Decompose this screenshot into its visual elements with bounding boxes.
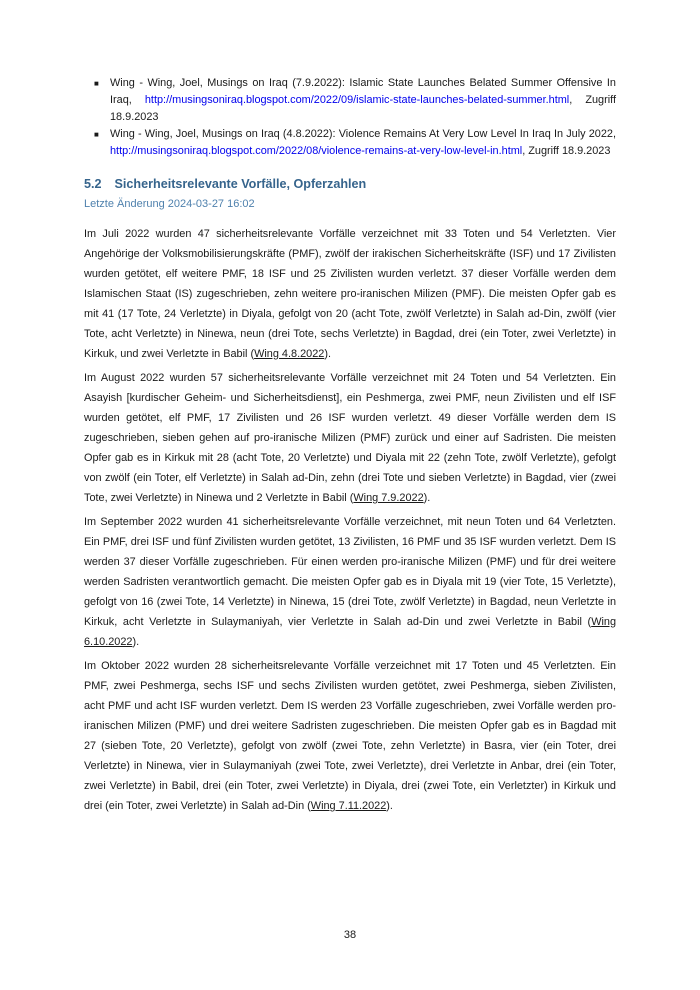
source-reference-link[interactable]: Wing 6.10.2022	[84, 616, 616, 648]
text-run: , Zugriff 18.9.2023	[522, 145, 611, 157]
section-heading	[84, 176, 616, 193]
source-reference-link[interactable]: Wing 7.11.2022	[310, 800, 387, 812]
text-run: Im Juli 2022 wurden 47 sicherheitsrelevante Vorfälle verzeichnet mit 33 Toten und 54 Verletzten. Vier Angehörige der Volksmobilisierungskräfte (PMF), zwölf der irakischen Sicherheitskräfte (ISF) und 17 Zivilisten wurden getötet, elf weitere PMF, 18 ISF und 25 Zivilisten wurden verletzt. 37 dieser Vorfälle werden dem Islamischen Staat (IS) zugeschrieben, zehn weitere pro-iranischen Milizen (PMF). Die meisten Opfer gab es mit 41 (17 Tote, 24 Verletzte) in Diyala, gefolgt von 20 (acht Tote, zwölf Verletzte) in Salah ad-Din, zwölf (vier Tote, acht Verletzte) in Ninewa, neun (drei Tote, sechs Verletzte) in Bagdad, drei (ein Toter, zwei Verletzte) in Kirkuk, und zwei Verletzte in Babil (	[84, 228, 616, 360]
page-content	[84, 75, 616, 820]
text-run: ).	[423, 492, 431, 504]
text-run: Wing - Wing, Joel, Musings on Iraq (7.9.2022): Islamic State Launches Belated Summer Offensive In Iraq,	[110, 77, 616, 106]
section-title: Sicherheitsrelevante Vorfälle, Opferzahlen	[114, 177, 367, 191]
external-url-link[interactable]: http://musingsoniraq.blogspot.com/2022/08/violence-remains-at-very-low-level-in.html	[110, 145, 523, 157]
text-run: ).	[324, 348, 331, 360]
reference-list	[84, 75, 616, 160]
bullet-icon: ■	[94, 130, 99, 139]
paragraph-october-2022	[84, 656, 616, 816]
text-run: Im Oktober 2022 wurden 28 sicherheitsrelevante Vorfälle verzeichnet mit 17 Toten und 45 Verletzten. Ein PMF, zwei Peshmerga, sechs ISF und sechs Zivilisten wurden getötet, zwei Peshmerga, sieben Zivilisten, acht PMF und acht ISF wurden verletzt. Dem IS werden 23 Vorfälle zugeschrieben, zwei Vorfälle werden pro-iranischen Milizen (PMF) und drei weitere Sadristen zugeschrieben. Die meisten Opfer gab es in Bagdad mit 27 (sieben Tote, 20 Verletzte), gefolgt von zwölf (zwei Tote, zehn Verletzte) in Basra, vier (ein Toter, drei Verletzte) in Ninewa, vier in Sulaymaniyah (zwei Tote, zwei Verletzte), drei Verletzte in Anbar, drei (ein Toter, zwei Verletzte) in Babil, drei (ein Toter, zwei Verletzte) in Diyala, drei (zwei Tote, ein Verletzter) in Kirkuk und drei (ein Toter, zwei Verletzte) in Salah ad-Din (	[84, 660, 616, 812]
paragraph-august-2022	[84, 368, 616, 508]
source-reference-link[interactable]: Wing 4.8.2022	[254, 348, 325, 360]
section-number: 5.2	[84, 177, 102, 191]
text-run: ).	[386, 800, 393, 812]
paragraph-september-2022	[84, 512, 616, 652]
bullet-icon: ■	[94, 79, 99, 88]
page-number: 38	[343, 929, 357, 941]
text-run: , Zugriff 18.9.2023	[110, 94, 616, 123]
body-paragraphs	[84, 224, 616, 816]
source-reference-link[interactable]: Wing 7.9.2022	[353, 492, 424, 504]
reference-text	[110, 126, 616, 160]
reference-item	[94, 126, 616, 160]
reference-text	[110, 75, 616, 126]
text-run: Wing - Wing, Joel, Musings on Iraq (4.8.2022): Violence Remains At Very Low Level In Iraq In July 2022,	[110, 128, 616, 140]
text-run: Im August 2022 wurden 57 sicherheitsrelevante Vorfälle verzeichnet mit 24 Toten und 54 Verletzten. Ein Asayish [kurdischer Geheim- und Sicherheitsdienst], ein Peshmerga, zwei PMF, neun Zivilisten und elf ISF wurden getötet, elf PMF, 17 Zivilisten und 26 ISF wurden verletzt. 49 dieser Vorfälle werden dem IS zugeschrieben, sieben gehen auf pro-iranische Milizen (PMF) zurück und einer auf Sadristen. Die meisten Opfer gab es in Kirkuk mit 28 (acht Tote, 20 Verletzte) und Diyala mit 22 (zehn Tote, zwölf Verletzte), gefolgt von zwölf (ein Toter, elf Verletzte) in Salah ad-Din, zehn (drei Tote und sieben Verletzte) in Bagdad, vier (zwei Tote, zwei Verletzte) in Ninewa und 2 Verletzte in Babil (	[84, 372, 616, 504]
reference-item	[94, 75, 616, 126]
external-url-link[interactable]: http://musingsoniraq.blogspot.com/2022/09/islamic-state-launches-belated-summer.html	[144, 94, 570, 106]
text-run: ).	[132, 636, 140, 648]
paragraph-july-2022	[84, 224, 616, 364]
last-change-note: Letzte Änderung 2024-03-27 16:02	[84, 198, 255, 210]
text-run: Im September 2022 wurden 41 sicherheitsrelevante Vorfälle verzeichnet, mit neun Toten und 64 Verletzten. Ein PMF, drei ISF und fünf Zivilisten wurden getötet, 13 Zivilisten, 16 PMF und 35 ISF wurden verletzt. Dem IS werden 37 dieser Vorfälle zugeschrieben. Für einen werden pro-iranische Milizen (PMF) und für drei weitere werden Sadristen verantwortlich gemacht. Die meisten Opfer gab es in Diyala mit 19 (vier Tote, 15 Verletzte), gefolgt von 16 (zwei Tote, 14 Verletzte) in Ninewa, 15 (drei Tote, zwölf Verletzte) in Bagdad, neun Verletzte in Kirkuk, acht Verletzte in Sulaymaniyah, vier Verletzte in Salah ad-Din und zwei Verletzte in Babil (	[84, 516, 616, 628]
